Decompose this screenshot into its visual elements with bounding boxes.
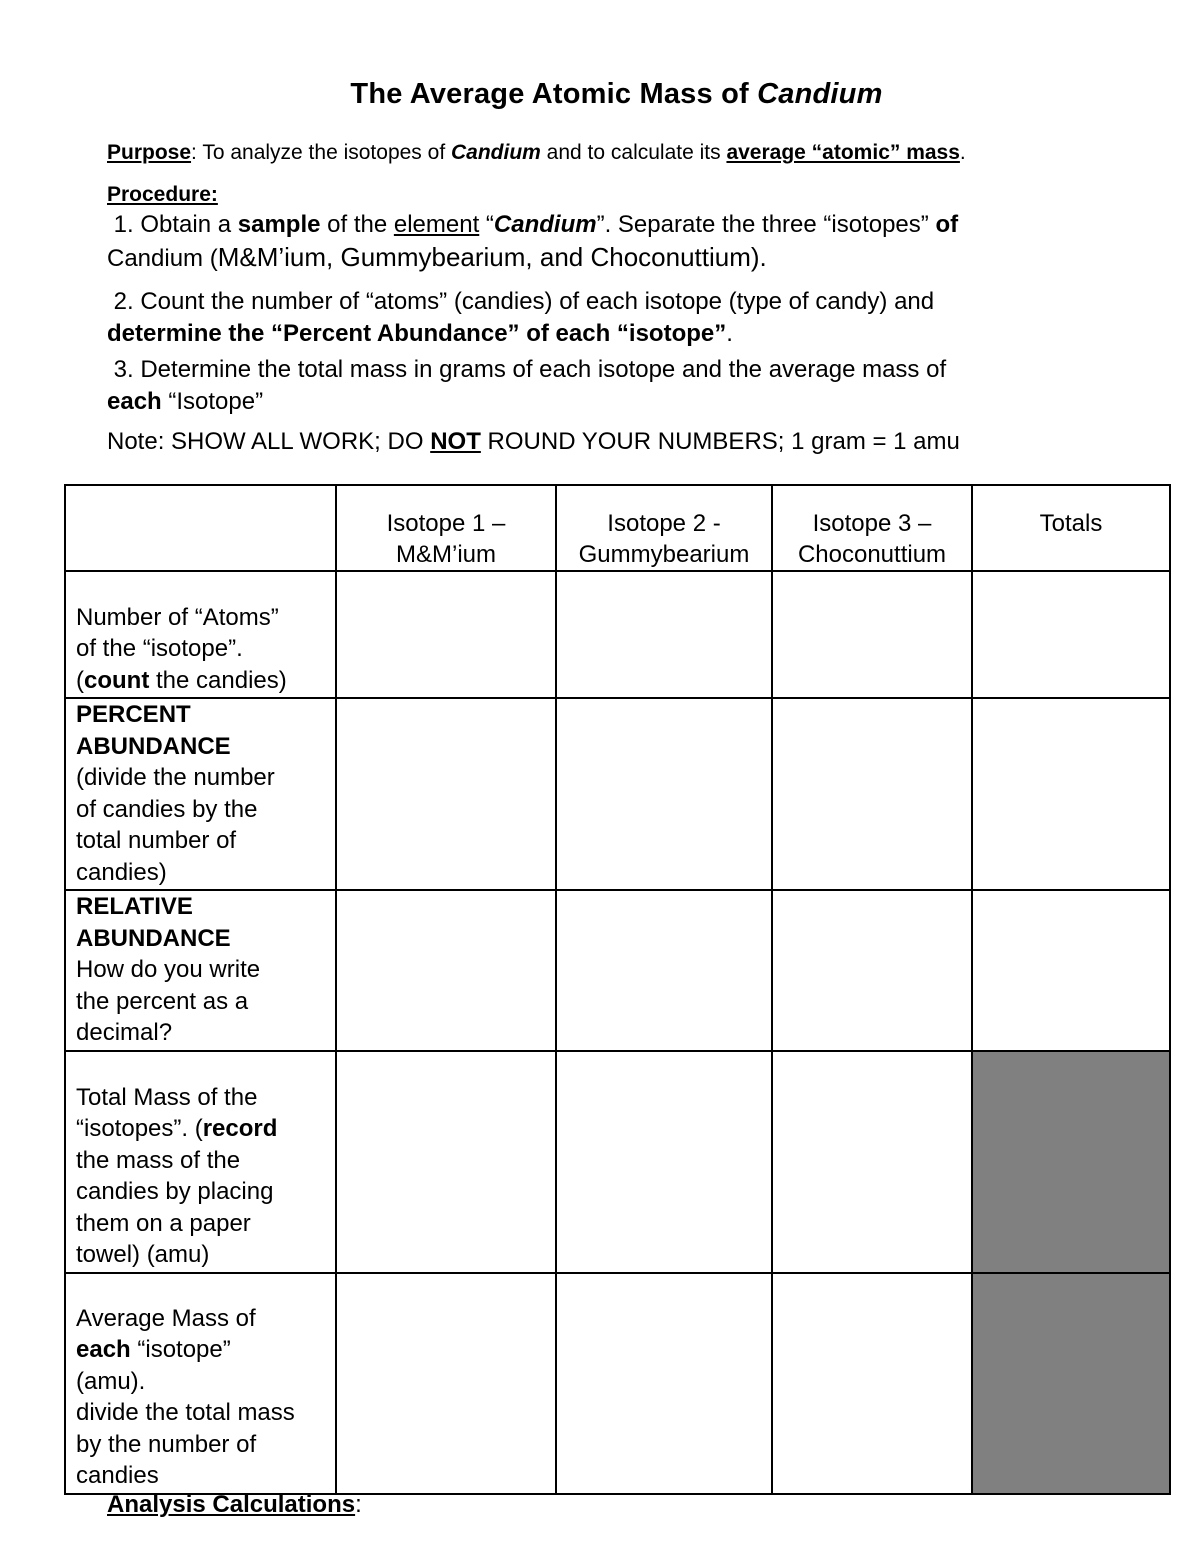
- cell-relative-isotope-2[interactable]: [556, 890, 772, 1051]
- procedure-step-2: 2. Count the number of “atoms” (candies) of each isotope (type of candy) and determine the “Percent Abundance” of each “isotope”.: [107, 288, 935, 347]
- cell-mass-total-shaded: [972, 1051, 1170, 1273]
- cell-avg-isotope-3[interactable]: [772, 1273, 972, 1494]
- header-isotope-1: Isotope 1 – M&M’ium: [336, 485, 556, 571]
- cell-mass-isotope-1[interactable]: [336, 1051, 556, 1273]
- candium-data-table: [64, 484, 1171, 1495]
- cell-atoms-total[interactable]: [972, 571, 1170, 698]
- note-line: Note: SHOW ALL WORK; DO NOT ROUND YOUR NUMBERS; 1 gram = 1 amu: [107, 428, 960, 455]
- cell-relative-total[interactable]: [972, 890, 1170, 1051]
- table-row: [65, 1051, 1170, 1273]
- analysis-heading: Analysis Calculations:: [107, 1491, 362, 1518]
- cell-avg-isotope-1[interactable]: [336, 1273, 556, 1494]
- table-row: [65, 698, 1170, 890]
- cell-percent-isotope-2[interactable]: [556, 698, 772, 890]
- table-row: [65, 571, 1170, 698]
- cell-atoms-isotope-2[interactable]: [556, 571, 772, 698]
- procedure-heading: Procedure:: [107, 183, 218, 206]
- cell-avg-isotope-2[interactable]: [556, 1273, 772, 1494]
- header-totals: Totals: [972, 485, 1170, 571]
- row-label-average-mass: Average Mass of each “isotope” (amu). divide the total mass by the number of candies: [65, 1273, 336, 1494]
- cell-relative-isotope-3[interactable]: [772, 890, 972, 1051]
- purpose-line: Purpose: To analyze the isotopes of Candium and to calculate its average “atomic” mass.: [107, 141, 966, 164]
- row-label-relative-abundance: RELATIVE ABUNDANCE How do you write the percent as a decimal?: [65, 890, 336, 1051]
- purpose-label: Purpose: [107, 141, 192, 164]
- header-row: [65, 485, 1170, 571]
- cell-mass-isotope-3[interactable]: [772, 1051, 972, 1273]
- row-label-total-mass: Total Mass of the “isotopes”. (record the mass of the candies by placing them on a paper towel) (amu): [65, 1051, 336, 1273]
- cell-avg-total-shaded: [972, 1273, 1170, 1494]
- table-row: [65, 890, 1170, 1051]
- procedure-step-1: 1. Obtain a sample of the element “Candium”. Separate the three “isotopes” of Candium (M&M’ium, Gummybearium, and Choconuttium).: [107, 211, 959, 272]
- page-title: The Average Atomic Mass of Candium: [350, 78, 883, 110]
- cell-atoms-isotope-1[interactable]: [336, 571, 556, 698]
- header-isotope-2: Isotope 2 - Gummybearium: [556, 485, 772, 571]
- row-label-number-of-atoms: Number of “Atoms” of the “isotope”. (count the candies): [65, 571, 336, 698]
- header-isotope-3: Isotope 3 – Choconuttium: [772, 485, 972, 571]
- header-empty: [65, 485, 336, 571]
- row-label-percent-abundance: PERCENT ABUNDANCE (divide the number of candies by the total number of candies): [65, 698, 336, 890]
- cell-percent-isotope-1[interactable]: [336, 698, 556, 890]
- table-row: [65, 1273, 1170, 1494]
- cell-percent-isotope-3[interactable]: [772, 698, 972, 890]
- cell-atoms-isotope-3[interactable]: [772, 571, 972, 698]
- cell-relative-isotope-1[interactable]: [336, 890, 556, 1051]
- procedure-step-3: 3. Determine the total mass in grams of each isotope and the average mass of each “Isotope”: [107, 356, 947, 415]
- cell-mass-isotope-2[interactable]: [556, 1051, 772, 1273]
- cell-percent-total[interactable]: [972, 698, 1170, 890]
